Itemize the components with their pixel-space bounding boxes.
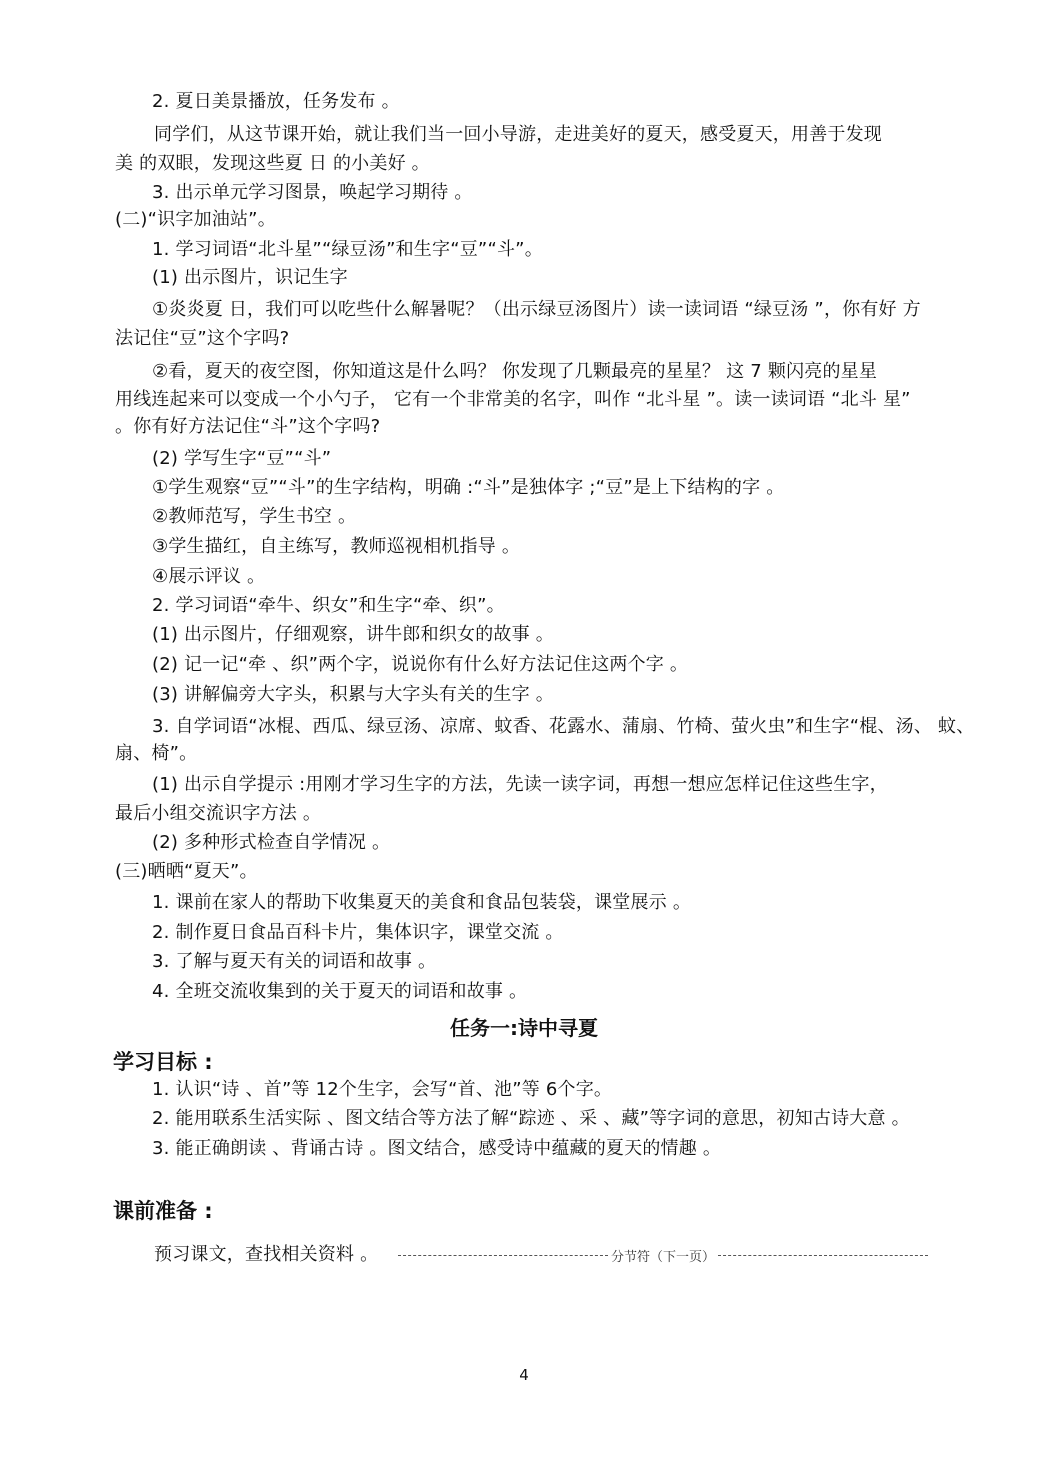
objectives-heading: 学习目标 : [113, 1050, 213, 1074]
text-line: (3) 讲解偏旁大字头，积累与大字头有关的生字 。 [152, 684, 554, 705]
section-break [398, 1246, 928, 1264]
text-line: (2) 学写生字“豆”“斗” [152, 448, 332, 469]
objective-item: 2. 能用联系生活实际 、图文结合等方法了解“踪迹 、采 、藏”等字词的意思，初知古诗大意 。 [152, 1108, 910, 1129]
text-line: 3. 自学词语“冰棍、西瓜、绿豆汤、凉席、蚊香、花露水、蒲扇、竹椅、萤火虫”和生字“棍、汤、 蚊、 [152, 716, 975, 737]
text-line: ①炎炎夏 日，我们可以吃些什么解暑呢？（出示绿豆汤图片）读一读词语 “绿豆汤 ”，你有好 方 [152, 299, 921, 320]
page-number: 4 [519, 1366, 529, 1384]
text-line: 美 的双眼，发现这些夏 日 的小美好 。 [115, 153, 430, 174]
section-heading: (二)“识字加油站”。 [115, 209, 276, 230]
text-line: 最后小组交流识字方法 。 [115, 803, 322, 824]
text-line: 3. 出示单元学习图景，唤起学习期待 。 [152, 182, 473, 203]
section-heading: (三)晒晒“夏天”。 [115, 861, 258, 882]
objective-item: 1. 认识“诗 、首”等 12个生字，会写“首、池”等 6个字。 [152, 1079, 613, 1100]
text-line: 2. 夏日美景播放，任务发布 。 [152, 91, 400, 112]
text-line: ②教师范写，学生书空 。 [152, 506, 357, 527]
text-line: ①学生观察“豆”“斗”的生字结构，明确 :“斗”是独体字 ;“豆”是上下结构的字 。 [152, 477, 785, 498]
section-break-dashes [398, 1255, 608, 1256]
text-line: (1) 出示自学提示 :用刚才学习生字的方法，先读一读字词，再想一想应怎样记住这些生字， [152, 774, 888, 795]
text-line: 4. 全班交流收集到的关于夏天的词语和故事 。 [152, 981, 528, 1002]
text-line: (2) 记一记“牵 、织”两个字，说说你有什么好方法记住这两个字 。 [152, 654, 689, 675]
text-line: (1) 出示图片，识记生字 [152, 267, 348, 288]
text-line: 同学们，从这节课开始，就让我们当一回小导游，走进美好的夏天，感受夏天，用善于发现 [154, 124, 882, 145]
text-line: ②看，夏天的夜空图，你知道这是什么吗？ 你发现了几颗最亮的星星？ 这 7 颗闪亮的星星 [152, 361, 878, 382]
task-title: 任务一:诗中寻夏 [450, 1016, 598, 1040]
section-break-label: 分节符（下一页） [611, 1249, 716, 1265]
section-break-dashes [718, 1255, 928, 1256]
text-line: (2) 多种形式检查自学情况 。 [152, 832, 391, 853]
text-line: 法记住“豆”这个字吗? [115, 328, 290, 349]
prep-heading: 课前准备 : [113, 1199, 213, 1223]
text-line: 用线连起来可以变成一个小勺子， 它有一个非常美的名字，叫作 “北斗星 ”。读一读词语 “北斗 星” [115, 389, 911, 410]
text-line: 2. 制作夏日食品百科卡片，集体识字，课堂交流 。 [152, 922, 564, 943]
text-line: 3. 了解与夏天有关的词语和故事 。 [152, 951, 437, 972]
text-line: 扇、椅”。 [115, 743, 198, 764]
objective-item: 3. 能正确朗读 、背诵古诗 。图文结合，感受诗中蕴藏的夏天的情趣 。 [152, 1138, 722, 1159]
text-line: 1. 课前在家人的帮助下收集夏天的美食和食品包装袋，课堂展示 。 [152, 892, 692, 913]
text-line: (1) 出示图片，仔细观察，讲牛郎和织女的故事 。 [152, 624, 554, 645]
text-line: ③学生描红，自主练写，教师巡视相机指导 。 [152, 536, 521, 557]
prep-text: 预习课文，查找相关资料 。 [154, 1244, 379, 1265]
text-line: ④展示评议 。 [152, 566, 266, 587]
text-line: 。你有好方法记住“斗”这个字吗? [115, 416, 381, 437]
text-line: 2. 学习词语“牵牛、织女”和生字“牵、织”。 [152, 595, 505, 616]
text-line: 1. 学习词语“北斗星”“绿豆汤”和生字“豆”“斗”。 [152, 239, 543, 260]
